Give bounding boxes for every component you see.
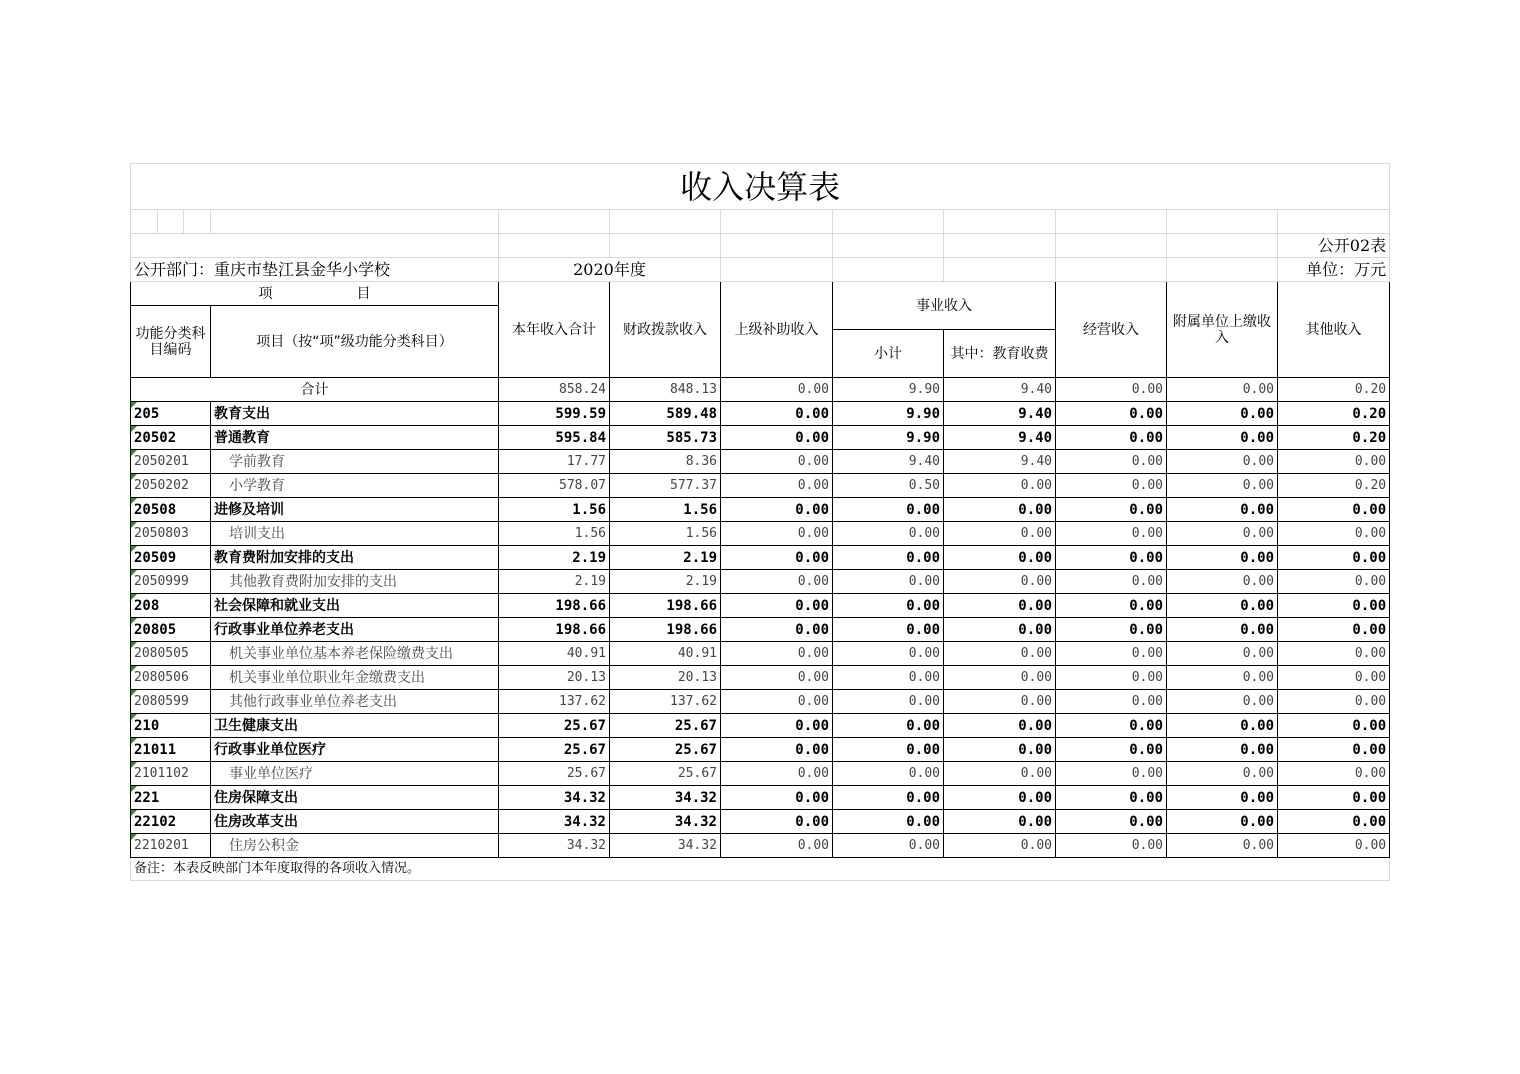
- table-row: [131, 450, 1390, 474]
- amount-cell: 0.00: [1056, 714, 1167, 738]
- amount-cell: 0.00: [944, 618, 1056, 642]
- func-code-cell: 2050999: [131, 570, 211, 594]
- amount-cell: 34.32: [610, 834, 721, 858]
- amount-cell: 0.00: [1278, 450, 1390, 474]
- amount-cell: 137.62: [499, 690, 610, 714]
- amount-cell: 198.66: [499, 594, 610, 618]
- amount-cell: 0.00: [1056, 594, 1167, 618]
- amount-cell: 0.00: [944, 522, 1056, 546]
- amount-cell: 0.00: [833, 570, 944, 594]
- amount-cell: 137.62: [610, 690, 721, 714]
- item-name-cell: 机关事业单位基本养老保险缴费支出: [211, 642, 499, 666]
- amount-cell: 0.00: [721, 786, 833, 810]
- amount-cell: 0.00: [1167, 690, 1278, 714]
- fiscal-year: 2020年度: [499, 258, 721, 282]
- amount-cell: 0.00: [944, 594, 1056, 618]
- amount-cell: 0.00: [833, 546, 944, 570]
- amount-cell: 0.00: [1167, 642, 1278, 666]
- amount-cell: 0.20: [1278, 474, 1390, 498]
- amount-cell: 589.48: [610, 402, 721, 426]
- amount-cell: 198.66: [610, 618, 721, 642]
- item-name-cell: 住房公积金: [211, 834, 499, 858]
- amount-cell: 1.56: [499, 522, 610, 546]
- header-project: 项 目: [131, 282, 499, 306]
- item-name-cell: 行政事业单位医疗: [211, 738, 499, 762]
- amount-cell: 0.00: [721, 666, 833, 690]
- table-row: [131, 426, 1390, 450]
- amount-cell: 0.00: [1056, 522, 1167, 546]
- amount-cell: 0.00: [721, 498, 833, 522]
- amount-cell: 0.00: [1056, 546, 1167, 570]
- amount-cell: 2.19: [499, 570, 610, 594]
- amount-cell: 0.00: [833, 786, 944, 810]
- amount-cell: 17.77: [499, 450, 610, 474]
- amount-cell: 0.00: [721, 546, 833, 570]
- amount-cell: 0.00: [944, 642, 1056, 666]
- amount-cell: 0.00: [1278, 762, 1390, 786]
- amount-cell: 0.00: [1167, 546, 1278, 570]
- item-name-cell: 教育费附加安排的支出: [211, 546, 499, 570]
- amount-cell: 0.00: [1056, 690, 1167, 714]
- amount-cell: 9.40: [944, 402, 1056, 426]
- table-row: [131, 618, 1390, 642]
- amount-cell: 0.00: [721, 402, 833, 426]
- amount-cell: 0.00: [721, 570, 833, 594]
- amount-cell: 0.00: [1278, 570, 1390, 594]
- amount-cell: 0.00: [944, 834, 1056, 858]
- amount-cell: 0.00: [833, 642, 944, 666]
- item-name-cell: 事业单位医疗: [211, 762, 499, 786]
- amount-cell: 0.00: [721, 426, 833, 450]
- amount-cell: 0.00: [833, 714, 944, 738]
- amount-cell: 0.00: [1167, 426, 1278, 450]
- item-name-cell: 行政事业单位养老支出: [211, 618, 499, 642]
- func-code-cell: 20805: [131, 618, 211, 642]
- amount-cell: 0.00: [1278, 786, 1390, 810]
- amount-cell: 0.00: [1056, 666, 1167, 690]
- func-code-cell: 22102: [131, 810, 211, 834]
- amount-cell: 25.67: [610, 762, 721, 786]
- amount-cell: 0.00: [1056, 618, 1167, 642]
- amount-cell: 0.00: [1167, 834, 1278, 858]
- amount-cell: 1.56: [499, 498, 610, 522]
- amount-cell: 198.66: [610, 594, 721, 618]
- table-code: 公开02表: [1278, 234, 1390, 258]
- item-name-cell: 培训支出: [211, 522, 499, 546]
- amount-cell: 0.00: [833, 834, 944, 858]
- amount-cell: 0.00: [833, 738, 944, 762]
- blank-row: [131, 210, 1390, 234]
- amount-cell: 0.00: [1278, 834, 1390, 858]
- amount-cell: 0.00: [833, 498, 944, 522]
- total-cell: 848.13: [610, 378, 721, 402]
- amount-cell: 0.00: [1167, 402, 1278, 426]
- table-row: [131, 642, 1390, 666]
- amount-cell: 0.00: [1167, 522, 1278, 546]
- table-row: [131, 810, 1390, 834]
- footnote: 备注：本表反映部门本年度取得的各项收入情况。: [131, 858, 1390, 881]
- amount-cell: 0.00: [1278, 618, 1390, 642]
- amount-cell: 0.00: [944, 810, 1056, 834]
- amount-cell: 0.00: [944, 762, 1056, 786]
- amount-cell: 8.36: [610, 450, 721, 474]
- amount-cell: 0.00: [1056, 570, 1167, 594]
- amount-cell: 0.00: [1167, 666, 1278, 690]
- amount-cell: 0.00: [944, 546, 1056, 570]
- func-code-cell: 2050803: [131, 522, 211, 546]
- header-func-code: 功能分类科目编码: [131, 306, 211, 378]
- amount-cell: 0.00: [944, 570, 1056, 594]
- amount-cell: 2.19: [610, 546, 721, 570]
- item-name-cell: 卫生健康支出: [211, 714, 499, 738]
- table-row: [131, 666, 1390, 690]
- total-cell: 0.00: [721, 378, 833, 402]
- func-code-cell: 20509: [131, 546, 211, 570]
- amount-cell: 0.00: [1278, 738, 1390, 762]
- amount-cell: 2.19: [610, 570, 721, 594]
- func-code-cell: 2080505: [131, 642, 211, 666]
- page-title: 收入决算表: [131, 164, 1390, 210]
- func-code-cell: 21011: [131, 738, 211, 762]
- total-cell: 9.90: [833, 378, 944, 402]
- func-code-cell: 208: [131, 594, 211, 618]
- amount-cell: 0.00: [833, 690, 944, 714]
- item-name-cell: 社会保障和就业支出: [211, 594, 499, 618]
- amount-cell: 0.00: [1167, 714, 1278, 738]
- amount-cell: 0.00: [1278, 522, 1390, 546]
- total-cell: 9.40: [944, 378, 1056, 402]
- total-cell: 858.24: [499, 378, 610, 402]
- amount-cell: 0.00: [1167, 618, 1278, 642]
- amount-cell: 0.00: [1056, 642, 1167, 666]
- item-name-cell: 普通教育: [211, 426, 499, 450]
- header-operating: 经营收入: [1056, 282, 1167, 378]
- header-superior-subsidy: 上级补助收入: [721, 282, 833, 378]
- amount-cell: 0.00: [721, 594, 833, 618]
- amount-cell: 0.50: [833, 474, 944, 498]
- amount-cell: 595.84: [499, 426, 610, 450]
- amount-cell: 0.00: [721, 738, 833, 762]
- amount-cell: 25.67: [499, 714, 610, 738]
- table-row: [131, 498, 1390, 522]
- amount-cell: 34.32: [499, 810, 610, 834]
- item-name-cell: 进修及培训: [211, 498, 499, 522]
- amount-cell: 0.00: [721, 642, 833, 666]
- amount-cell: 0.00: [1278, 498, 1390, 522]
- total-label: 合计: [131, 378, 499, 402]
- total-cell: 0.00: [1167, 378, 1278, 402]
- item-name-cell: 小学教育: [211, 474, 499, 498]
- amount-cell: 0.00: [1278, 642, 1390, 666]
- amount-cell: 0.00: [1278, 594, 1390, 618]
- amount-cell: 0.00: [721, 810, 833, 834]
- amount-cell: 9.40: [944, 450, 1056, 474]
- amount-cell: 25.67: [499, 738, 610, 762]
- amount-cell: 0.00: [721, 450, 833, 474]
- amount-cell: 1.56: [610, 498, 721, 522]
- amount-cell: 0.00: [944, 498, 1056, 522]
- func-code-cell: 2210201: [131, 834, 211, 858]
- table-row: [131, 402, 1390, 426]
- amount-cell: 0.00: [1278, 714, 1390, 738]
- amount-cell: 0.00: [833, 762, 944, 786]
- amount-cell: 0.00: [833, 522, 944, 546]
- amount-cell: 0.00: [721, 834, 833, 858]
- header-total-income: 本年收入合计: [499, 282, 610, 378]
- header-business-income: 事业收入: [833, 282, 1056, 330]
- amount-cell: 0.20: [1278, 402, 1390, 426]
- header-fiscal: 财政拨款收入: [610, 282, 721, 378]
- amount-cell: 1.56: [610, 522, 721, 546]
- item-name-cell: 教育支出: [211, 402, 499, 426]
- amount-cell: 0.00: [1056, 810, 1167, 834]
- table-row: [131, 690, 1390, 714]
- item-name-cell: 学前教育: [211, 450, 499, 474]
- amount-cell: 0.00: [721, 474, 833, 498]
- amount-cell: 0.00: [1056, 762, 1167, 786]
- amount-cell: 9.40: [833, 450, 944, 474]
- total-cell: 0.20: [1278, 378, 1390, 402]
- total-cell: 0.00: [1056, 378, 1167, 402]
- table-row: [131, 762, 1390, 786]
- amount-cell: 0.00: [944, 474, 1056, 498]
- amount-cell: 0.00: [1056, 426, 1167, 450]
- amount-cell: 0.00: [833, 810, 944, 834]
- amount-cell: 0.00: [944, 690, 1056, 714]
- amount-cell: 0.00: [721, 762, 833, 786]
- item-name-cell: 其他教育费附加安排的支出: [211, 570, 499, 594]
- amount-cell: 0.00: [1167, 594, 1278, 618]
- amount-cell: 0.00: [721, 714, 833, 738]
- item-name-cell: 住房保障支出: [211, 786, 499, 810]
- total-row: [131, 378, 1390, 402]
- income-statement-table: [130, 163, 1390, 881]
- amount-cell: 0.00: [1278, 690, 1390, 714]
- amount-cell: 9.90: [833, 426, 944, 450]
- amount-cell: 0.00: [1056, 786, 1167, 810]
- func-code-cell: 2101102: [131, 762, 211, 786]
- table-row: [131, 834, 1390, 858]
- amount-cell: 40.91: [499, 642, 610, 666]
- amount-cell: 0.00: [944, 666, 1056, 690]
- table-row: [131, 474, 1390, 498]
- amount-cell: 0.00: [1056, 498, 1167, 522]
- amount-cell: 0.00: [833, 666, 944, 690]
- table-row: [131, 786, 1390, 810]
- amount-cell: 0.00: [833, 594, 944, 618]
- header-affiliated: 附属单位上缴收入: [1167, 282, 1278, 378]
- amount-cell: 0.00: [833, 618, 944, 642]
- amount-cell: 9.90: [833, 402, 944, 426]
- amount-cell: 0.00: [944, 786, 1056, 810]
- func-code-cell: 20502: [131, 426, 211, 450]
- amount-cell: 0.00: [1278, 666, 1390, 690]
- table-row: [131, 594, 1390, 618]
- amount-cell: 0.00: [944, 738, 1056, 762]
- amount-cell: 585.73: [610, 426, 721, 450]
- amount-cell: 25.67: [610, 738, 721, 762]
- amount-cell: 0.00: [721, 618, 833, 642]
- item-name-cell: 机关事业单位职业年金缴费支出: [211, 666, 499, 690]
- amount-cell: 578.07: [499, 474, 610, 498]
- unit-label: 单位：万元: [1278, 258, 1390, 282]
- amount-cell: 0.00: [1056, 738, 1167, 762]
- table-row: [131, 570, 1390, 594]
- header-subtotal: 小计: [833, 330, 944, 378]
- amount-cell: 599.59: [499, 402, 610, 426]
- func-code-cell: 205: [131, 402, 211, 426]
- func-code-cell: 20508: [131, 498, 211, 522]
- table-row: [131, 546, 1390, 570]
- amount-cell: 0.00: [1167, 450, 1278, 474]
- amount-cell: 0.00: [1167, 738, 1278, 762]
- amount-cell: 0.00: [721, 522, 833, 546]
- item-name-cell: 住房改革支出: [211, 810, 499, 834]
- amount-cell: 0.00: [944, 714, 1056, 738]
- amount-cell: 0.00: [1167, 762, 1278, 786]
- amount-cell: 20.13: [610, 666, 721, 690]
- header-education-fee: 其中：教育收费: [944, 330, 1056, 378]
- func-code-cell: 210: [131, 714, 211, 738]
- amount-cell: 0.00: [1056, 474, 1167, 498]
- func-code-cell: 2050201: [131, 450, 211, 474]
- department-label: 公开部门：重庆市垫江县金华小学校: [131, 258, 499, 282]
- header-other: 其他收入: [1278, 282, 1390, 378]
- func-code-cell: 221: [131, 786, 211, 810]
- amount-cell: 0.00: [1167, 786, 1278, 810]
- amount-cell: 34.32: [499, 834, 610, 858]
- amount-cell: 25.67: [499, 762, 610, 786]
- amount-cell: 34.32: [610, 810, 721, 834]
- table-row: [131, 714, 1390, 738]
- amount-cell: 0.00: [1167, 498, 1278, 522]
- func-code-cell: 2050202: [131, 474, 211, 498]
- amount-cell: 25.67: [610, 714, 721, 738]
- amount-cell: 0.00: [721, 690, 833, 714]
- amount-cell: 0.00: [1056, 402, 1167, 426]
- amount-cell: 0.00: [1167, 474, 1278, 498]
- table-row: [131, 522, 1390, 546]
- amount-cell: 0.00: [1278, 810, 1390, 834]
- spreadsheet-sheet: [130, 163, 1390, 881]
- amount-cell: 0.00: [1167, 570, 1278, 594]
- amount-cell: 0.00: [1056, 450, 1167, 474]
- amount-cell: 9.40: [944, 426, 1056, 450]
- amount-cell: 0.00: [1056, 834, 1167, 858]
- amount-cell: 20.13: [499, 666, 610, 690]
- amount-cell: 198.66: [499, 618, 610, 642]
- amount-cell: 2.19: [499, 546, 610, 570]
- amount-cell: 40.91: [610, 642, 721, 666]
- amount-cell: 0.00: [1278, 546, 1390, 570]
- amount-cell: 577.37: [610, 474, 721, 498]
- amount-cell: 34.32: [499, 786, 610, 810]
- table-row: [131, 738, 1390, 762]
- func-code-cell: 2080506: [131, 666, 211, 690]
- amount-cell: 0.20: [1278, 426, 1390, 450]
- item-name-cell: 其他行政事业单位养老支出: [211, 690, 499, 714]
- func-code-cell: 2080599: [131, 690, 211, 714]
- header-item-name: 项目（按“项”级功能分类科目）: [211, 306, 499, 378]
- amount-cell: 34.32: [610, 786, 721, 810]
- amount-cell: 0.00: [1167, 810, 1278, 834]
